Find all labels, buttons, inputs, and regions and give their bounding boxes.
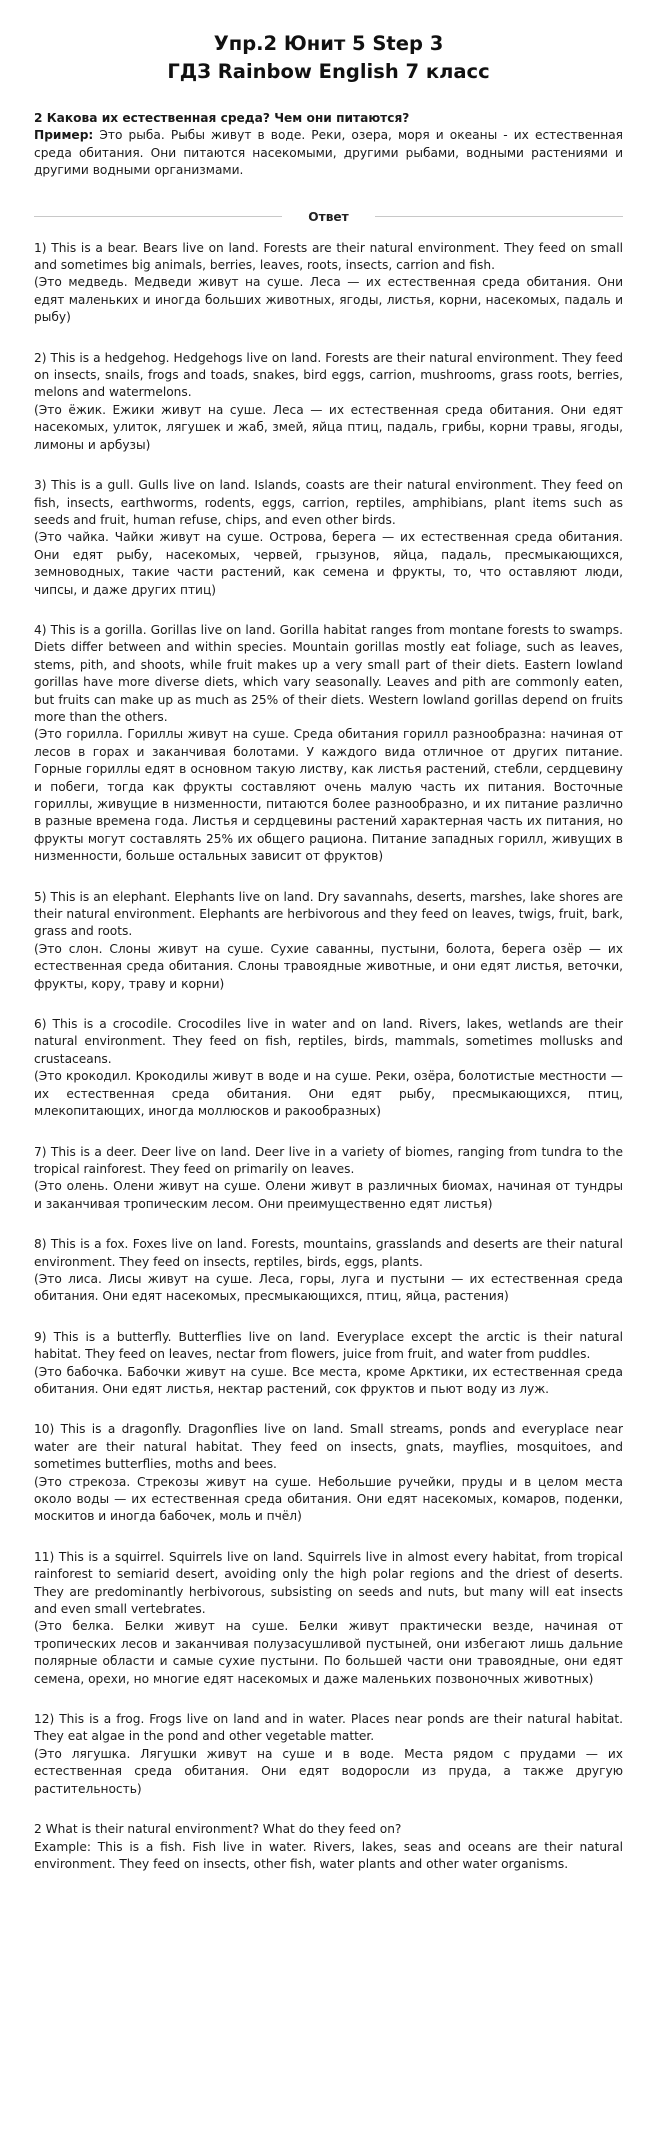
task-block (34, 110, 623, 180)
answer-english: 2) This is a hedgehog. Hedgehogs live on land. Forests are their natural environment. They feed on insects, snails, frogs and toads, snakes, bird eggs, carrion, mushrooms, grass roots, berries, melons and watermelons. (34, 350, 623, 400)
answer-russian: (Это слон. Слоны живут на суше. Сухие саванны, пустыни, болота, берега озёр — их естественная среда обитания. Слоны травоядные животные, и они едят листья, веточки, фрукты, кору, траву и корни) (34, 941, 623, 991)
answer-item (34, 240, 623, 327)
answer-english: 10) This is a dragonfly. Dragonflies live on land. Small streams, ponds and everyplace near water are their natural habitat. They feed on insects, gnats, mayflies, mosquitoes, and sometimes butterflies, moths and bees. (34, 1422, 623, 1472)
final-example: Example: This is a fish. Fish live in water. Rivers, lakes, seas and oceans are their natural environment. They feed on insects, other fish, water plants and other water organisms. (34, 1839, 623, 1871)
task-heading: 2 Какова их естественная среда? Чем они питаются? (34, 111, 410, 125)
example-label: Пример: (34, 128, 94, 143)
answer-english: 11) This is a squirrel. Squirrels live on land. Squirrels live in almost every habitat, from tropical rainforest to semiarid desert, avoiding only the high polar regions and the driest of deserts. They are predominantly herbivorous, subsisting on seeds and nuts, but many will eat insects and even small vertebrates. (34, 1549, 623, 1617)
answer-english: 5) This is an elephant. Elephants live on land. Dry savannahs, deserts, marshes, lake shores are their natural environment. Elephants are herbivorous and they feed on leaves, twigs, fruit, bark, grass and roots. (34, 889, 623, 939)
answer-divider (34, 210, 623, 224)
answer-item (34, 1016, 623, 1120)
answer-heading: Ответ (308, 209, 349, 224)
answer-russian: (Это крокодил. Крокодилы живут в воде и на суше. Реки, озёра, болотистые местности — их естественная среда обитания. Они едят рыбу, пресмыкающихся, птиц, млекопитающих, иногда моллюсков и ракообразных) (34, 1069, 623, 1119)
answer-item (34, 350, 623, 454)
answer-item (34, 1711, 623, 1798)
answer-english: 4) This is a gorilla. Gorillas live on land. Gorilla habitat ranges from montane forests to swamps. Diets differ between and within species. Mountain gorillas mostly eat foliage, such as leaves, stems, pith, and shoots, while fruit makes up a very small part of their diets. Eastern lowland gorillas have more diverse diets, which vary seasonally. Leaves and pith are commonly eaten, but fruits can make up as much as 25% of their diets. Western lowland gorillas depend on fruits more than the others. (34, 622, 623, 724)
answer-item (34, 1329, 623, 1399)
answer-item (34, 1144, 623, 1214)
answer-russian: (Это медведь. Медведи живут на суше. Леса — их естественная среда обитания. Они едят маленьких и иногда больших животных, ягоды, листья, корни, насекомых, падаль и рыбу) (34, 275, 623, 325)
answer-english: 8) This is a fox. Foxes live on land. Forests, mountains, grasslands and deserts are their natural environment. They feed on insects, reptiles, birds, eggs, plants. (34, 1237, 623, 1269)
answer-russian: (Это лягушка. Лягушки живут на суше и в воде. Места рядом с прудами — их естественная среда обитания. Они едят водоросли из пруда, а также другую растительность) (34, 1746, 623, 1796)
answer-english: 9) This is a butterfly. Butterflies live on land. Everyplace except the arctic is their natural habitat. They feed on leaves, nectar from flowers, juice from fruit, and water from puddles. (34, 1329, 623, 1362)
answer-russian: (Это олень. Олени живут на суше. Олени живут в различных биомах, начиная от тундры и заканчивая тропическим лесом. Они преимущественно едят листья) (34, 1179, 623, 1211)
example-text: Это рыба. Рыбы живут в воде. Реки, озера, моря и океаны - их естественная среда обитания. Они питаются насекомыми, другими рыбами, водными растениями и другими водными организмами. (34, 128, 623, 178)
answer-russian: (Это стрекоза. Стрекозы живут на суше. Небольшие ручейки, пруды и в целом места около воды — их естественная среда обитания. Они едят насекомых, комаров, поденки, москитов и иногда бабочек, моль и пчёл) (34, 1474, 623, 1524)
answer-item (34, 1549, 623, 1688)
answer-item (34, 1421, 623, 1525)
answer-russian: (Это лиса. Лисы живут на суше. Леса, горы, луга и пустыни — их естественная среда обитания. Они едят насекомых, пресмыкающихся, птиц, яйца, растения) (34, 1271, 623, 1304)
answer-russian: (Это бабочка. Бабочки живут на суше. Все места, кроме Арктики, их естественная среда обитания. Они едят листья, нектар растений, сок фруктов и пьют воду из луж. (34, 1364, 623, 1396)
answer-list (34, 240, 623, 1798)
answer-english: 6) This is a crocodile. Crocodiles live in water and on land. Rivers, lakes, wetlands are their natural environment. They feed on fish, reptiles, birds, mammals, sometimes mollusks and crustaceans. (34, 1017, 623, 1066)
answer-item (34, 477, 623, 599)
task-example (34, 127, 623, 179)
answer-item (34, 1236, 623, 1306)
answer-russian: (Это чайка. Чайки живут на суше. Острова, берега — их естественная среда обитания. Они едят рыбу, насекомых, червей, грызунов, яйца, падаль, пресмыкающихся, земноводных, такие части растений, как семена и фрукты, то, что оставляют люди, чипсы, и даже других птиц) (34, 530, 623, 597)
final-translation (34, 1821, 623, 1873)
divider-line-right (375, 216, 623, 217)
answer-english: 12) This is a frog. Frogs live on land and in water. Places near ponds are their natural habitat. They eat algae in the pond and other vegetable matter. (34, 1712, 623, 1744)
answer-russian: (Это ёжик. Ежики живут на суше. Леса — их естественная среда обитания. Они едят насекомых, улиток, лягушек и жаб, змей, яйца птиц, падаль, грибы, корни травы, ягоды, лимоны и арбузы) (34, 402, 623, 452)
answer-english: 3) This is a gull. Gulls live on land. Islands, coasts are their natural environment. They feed on fish, insects, earthworms, rodents, eggs, carrion, reptiles, amphibians, plant items such as seeds and fruit, human refuse, chips, and even other birds. (34, 478, 623, 527)
answer-item (34, 889, 623, 993)
title-line-exercise: Упр.2 Юнит 5 Step 3 (213, 32, 444, 55)
answer-russian: (Это горилла. Гориллы живут на суше. Среда обитания горилл разнообразна: начиная от лесов в горах и заканчивая болотами. У каждого вида отличное от других питание. Горные гориллы едят в основном такую листву, как листья растений, стебли, сердцевину и побеги, тогда как фрукты составляют очень малую часть их питания. Восточные гориллы, живущие в низменности, питаются более разнообразно, и их питание различно в разные времена года. Листья и сердцевины растений характерная часть их питания, но фрукты могут составлять 25% их общего рациона. Питание западных горилл, живущих в низменности, больше остальных зависит от фруктов) (34, 727, 623, 864)
final-question: 2 What is their natural environment? What do they feed on? (34, 1822, 402, 1837)
answer-item (34, 622, 623, 866)
answer-english: 7) This is a deer. Deer live on land. Deer live in a variety of biomes, ranging from tundra to the tropical rainforest. They feed on primarily on leaves. (34, 1144, 623, 1176)
page-title (34, 30, 623, 86)
answer-english: 1) This is a bear. Bears live on land. Forests are their natural environment. They feed on small and sometimes big animals, berries, leaves, roots, insects, carrion and fish. (34, 240, 623, 273)
divider-line-left (34, 216, 282, 217)
title-line-book: ГДЗ Rainbow English 7 класс (167, 60, 490, 83)
answer-russian: (Это белка. Белки живут на суше. Белки живут практически везде, начиная от тропических лесов и заканчивая полузасушливой пустыней, они избегают лишь дальние полярные области и самые сухие пустыни. По большей части они травоядные, они едят семена, орехи, но многие едят насекомых и даже маленьких позвоночных животных) (34, 1619, 623, 1686)
